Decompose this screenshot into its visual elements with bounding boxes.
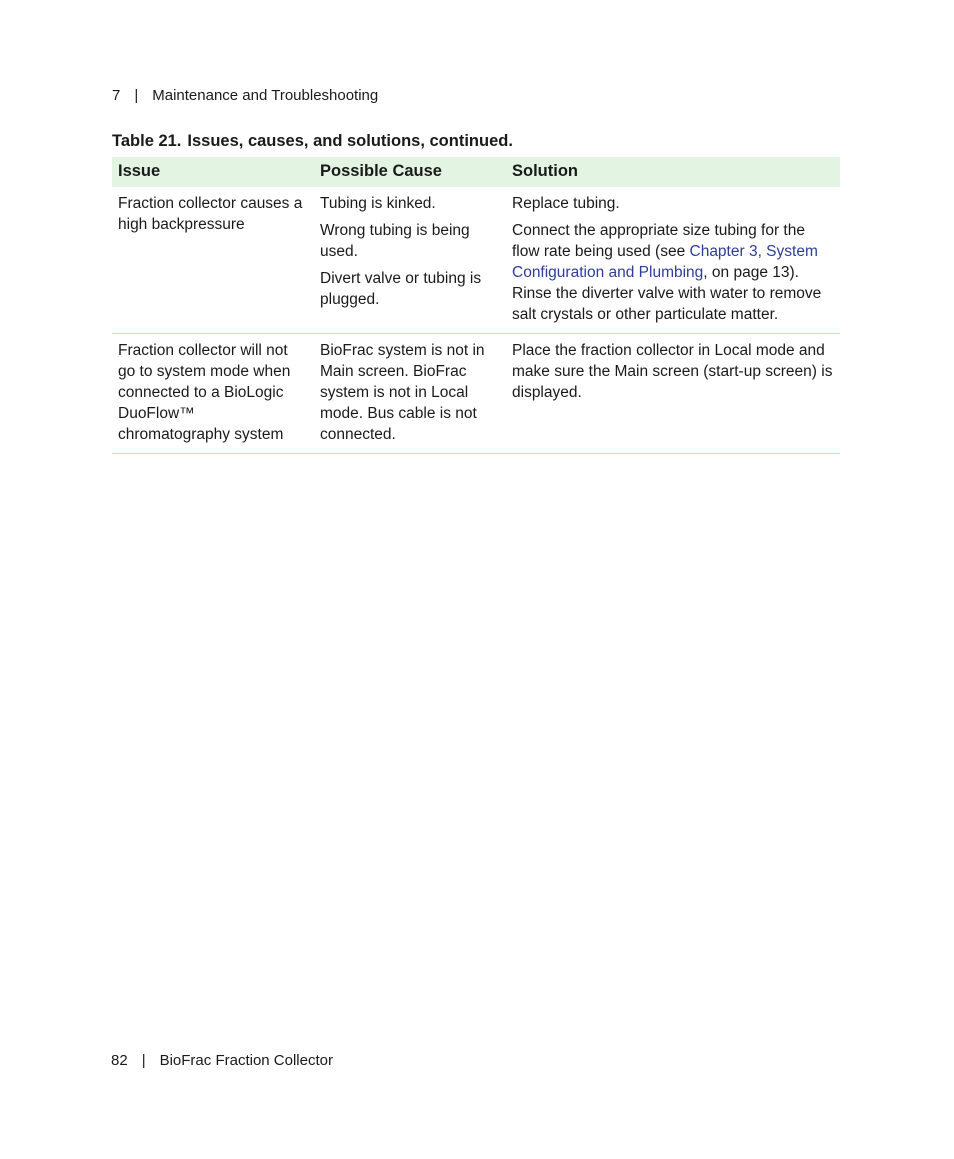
- issue-cell: [112, 187, 314, 334]
- footer-separator: |: [141, 1052, 146, 1069]
- running-footer: [111, 1052, 333, 1070]
- chapter-title: Maintenance and Troubleshooting: [152, 87, 379, 104]
- table-caption: [112, 131, 513, 151]
- cause-text: Tubing is kinked.: [320, 195, 436, 212]
- table-row: [112, 187, 840, 334]
- solution-cell: [506, 187, 840, 334]
- table-caption-label: Table 21.: [112, 132, 182, 150]
- cause-cell: [314, 334, 506, 454]
- issue-cell: [112, 334, 314, 454]
- header-separator: |: [134, 87, 139, 104]
- issue-text: Fraction collector will not go to system mode when connected to a BioLogic DuoFlow™ chromatography system: [118, 342, 291, 443]
- table-header-row: [112, 157, 840, 187]
- column-header-solution: Solution: [506, 157, 840, 187]
- cause-text: BioFrac system is not in Main screen. BioFrac system is not in Local mode. Bus cable is not connected.: [320, 342, 485, 443]
- issue-text: Fraction collector causes a high backpressure: [118, 195, 303, 233]
- solution-text-after-link: , on page 13). Rinse the diverter valve with water to remove salt crystals or other particulate matter.: [512, 264, 822, 323]
- page-number: 82: [111, 1052, 128, 1069]
- chapter-number: 7: [112, 87, 121, 104]
- column-header-possible-cause: Possible Cause: [314, 157, 506, 187]
- issues-table: [112, 157, 840, 454]
- solution-text: Place the fraction collector in Local mode and make sure the Main screen (start-up screen) is displayed.: [512, 342, 833, 401]
- solution-text: [512, 220, 834, 325]
- chapter-3-link[interactable]: Chapter 3, System Configuration and Plumbing: [512, 243, 818, 281]
- column-header-issue: Issue: [112, 157, 314, 187]
- cause-text: Divert valve or tubing is plugged.: [320, 270, 482, 308]
- book-title: BioFrac Fraction Collector: [159, 1052, 333, 1069]
- solution-text-before-link: Connect the appropriate size tubing for the flow rate being used (see: [512, 222, 805, 260]
- solution-cell: [506, 334, 840, 454]
- cause-cell: [314, 187, 506, 334]
- table-caption-text: Issues, causes, and solutions, continued.: [187, 132, 513, 150]
- cause-text: Wrong tubing is being used.: [320, 222, 470, 260]
- solution-text: Replace tubing.: [512, 195, 620, 212]
- running-header: [112, 87, 378, 105]
- table-row: [112, 334, 840, 454]
